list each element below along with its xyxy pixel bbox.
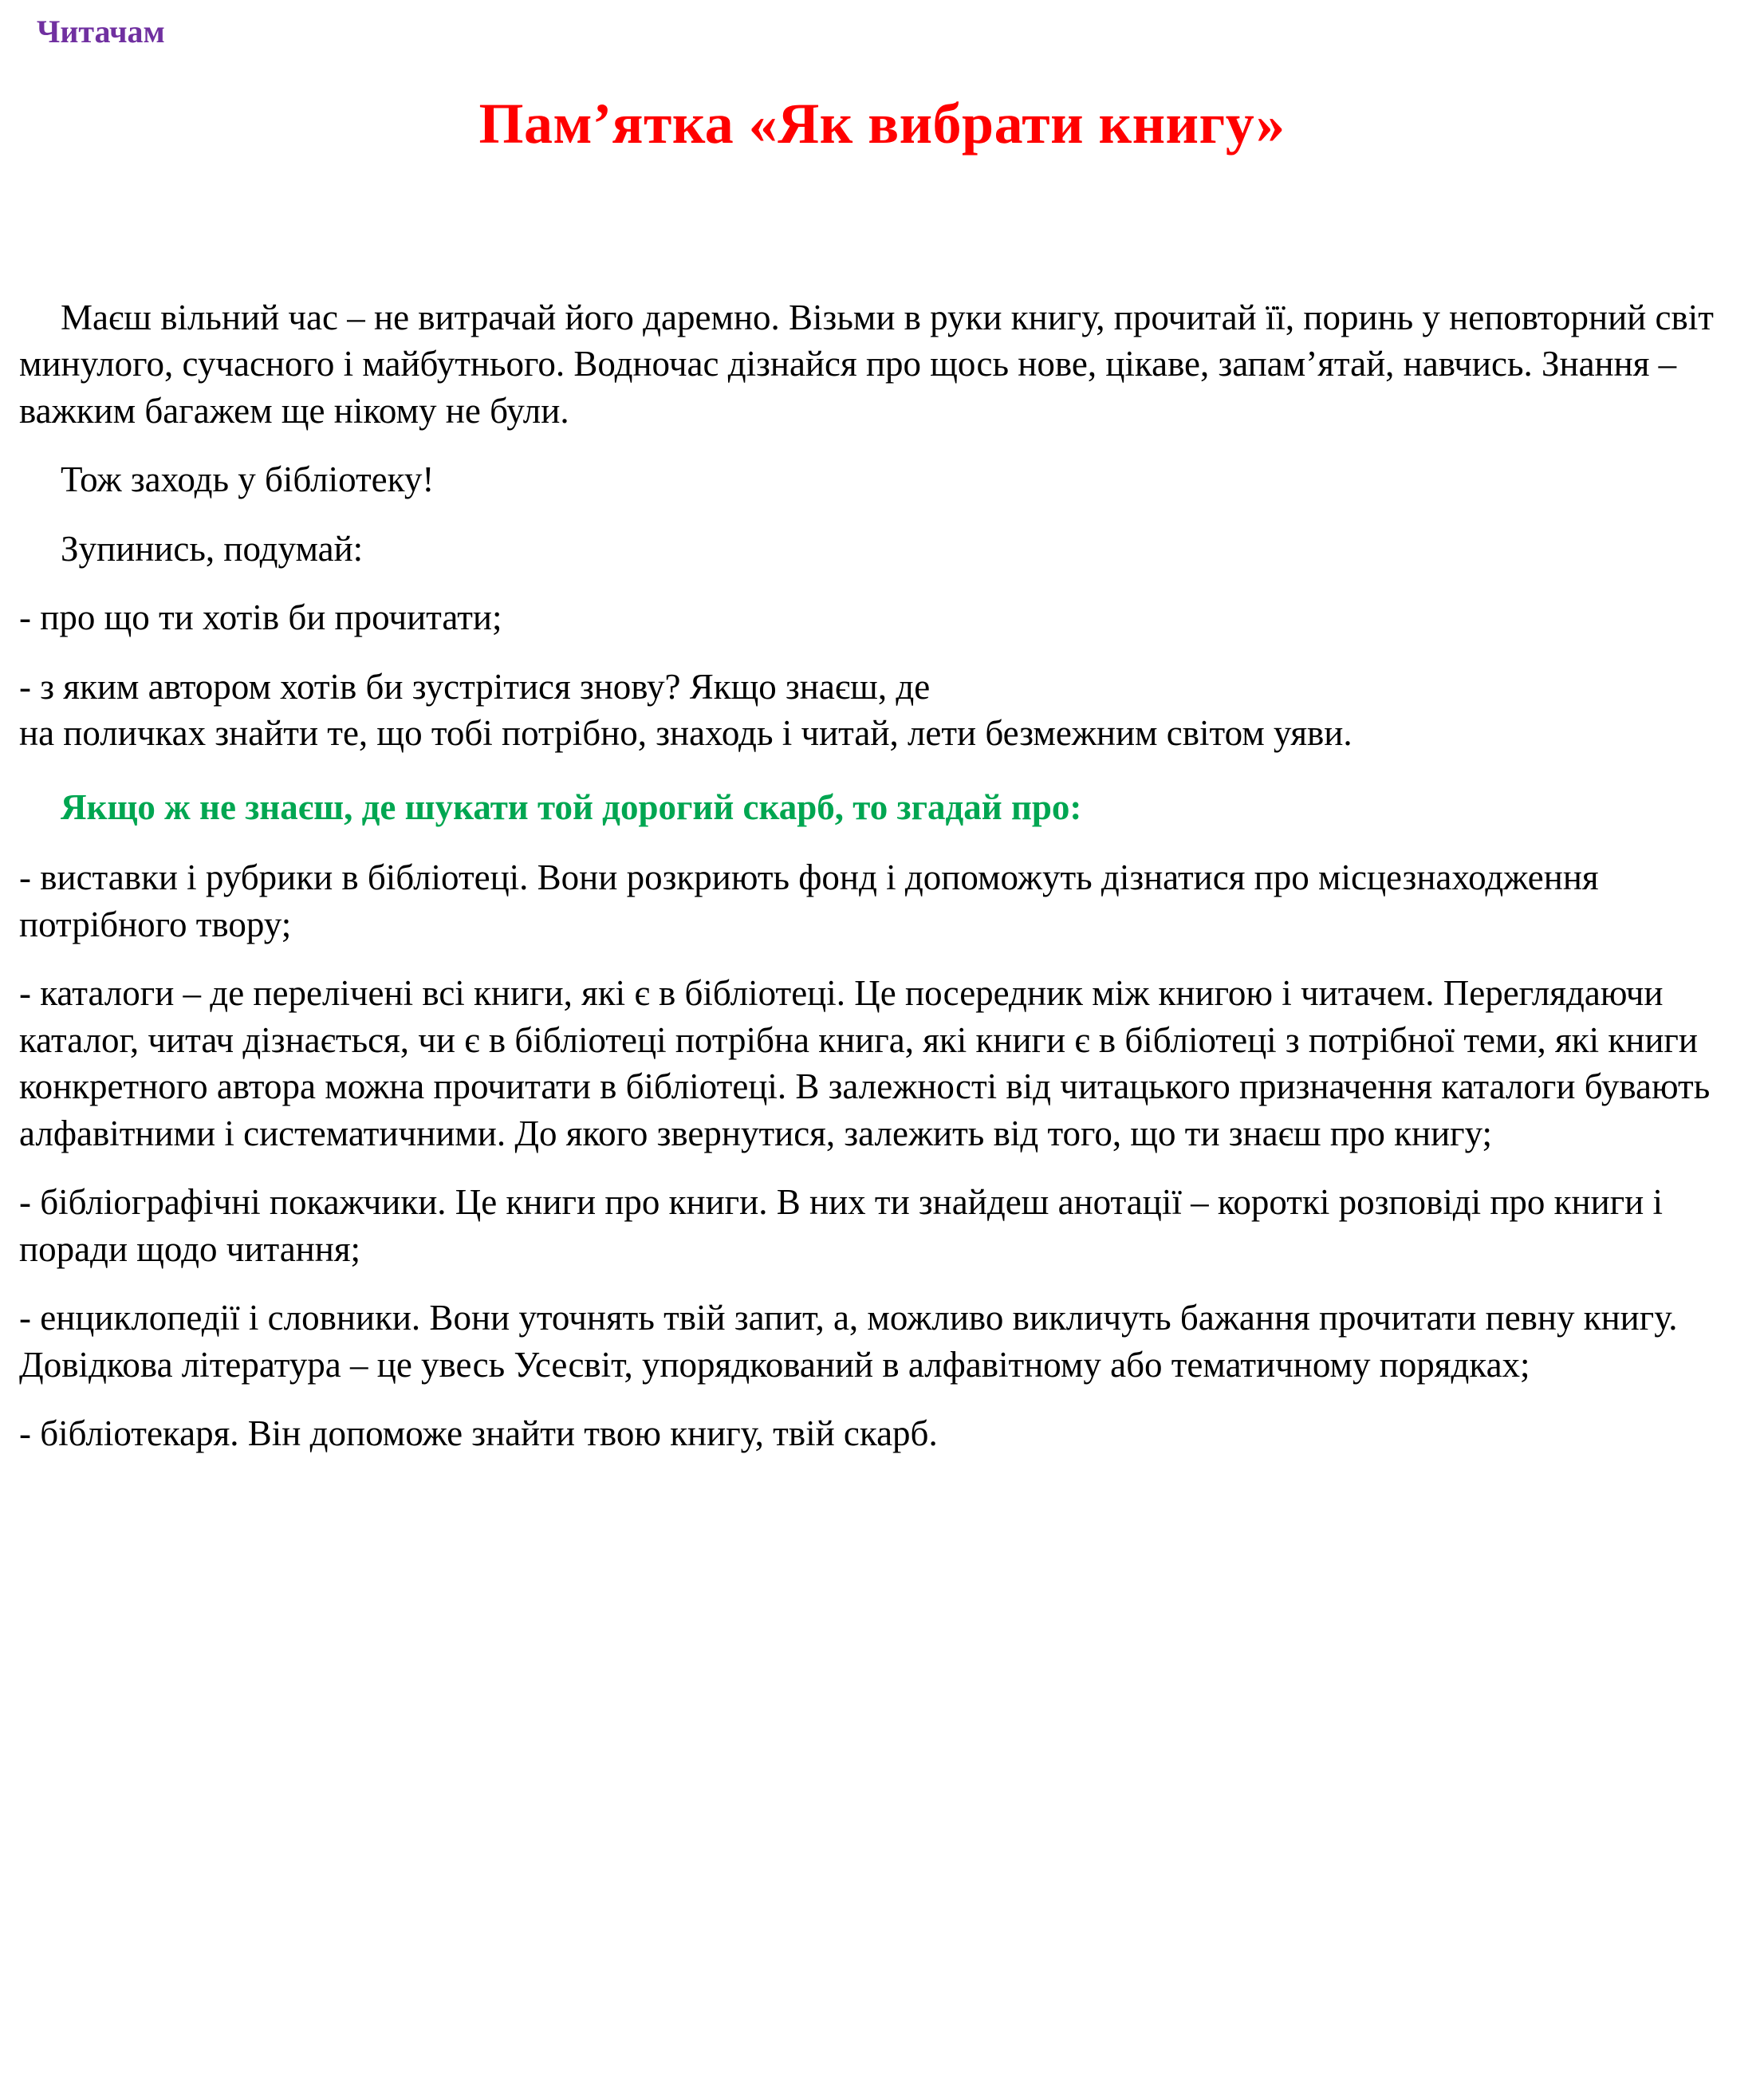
bullet-what-to-read: - про що ти хотів би прочитати; <box>19 597 502 638</box>
document-body <box>19 294 1745 1457</box>
bullet-author-line-2: на поличках знайти те, що тобі потрібно, знаходь і читай, лети безмежним світом уяви. <box>19 713 1353 754</box>
highlight-callout: Якщо ж не знаєш, де шукати той дорогий скарб, то згадай про: <box>61 786 1082 827</box>
list-item-bibliographic-indexes: - бібліографічні покажчики. Це книги про книги. В них ти знайдеш анотації – короткі розповіді про книги і поради щодо читання; <box>19 1182 1663 1269</box>
paragraph-intro: Маєш вільний час – не витрачай його даремно. Візьми в руки книгу, прочитай її, поринь у неповторний світ минулого, сучасного і майбутнього. Водночас дізнайся про щось нове, цікаве, запам’ятай, навчись. Знання – важким багажем ще нікому не були. <box>19 297 1714 431</box>
paragraph-invite: Тож заходь у бібліотеку! <box>61 459 435 500</box>
list-item-librarian: - бібліотекаря. Він допоможе знайти твою книгу, твій скарб. <box>19 1413 938 1454</box>
section-kicker: Читачам <box>37 14 165 49</box>
list-item-exhibitions: - виставки і рубрики в бібліотеці. Вони розкриють фонд і допоможуть дізнатися про місцезнаходження потрібного твору; <box>19 857 1599 944</box>
list-item-catalogs: - каталоги – де перелічені всі книги, які є в бібліотеці. Це посередник між книгою і читачем. Переглядаючи каталог, читач дізнається, чи є в бібліотеці потрібна книга, які книги є в бібліотеці з потрібної теми, які книги конкретного автора можна прочитати в бібліотеці. В залежності від читацького призначення каталоги бувають алфавітними і систематичними. До якого звернутися, залежить від того, що ти знаєш про книгу; <box>19 973 1711 1153</box>
list-item-encyclopedias: - енциклопедії і словники. Вони уточнять твій запит, а, можливо викличуть бажання прочитати певну книгу. Довідкова література – це увесь Усесвіт, упорядкований в алфавітному або тематичному порядках; <box>19 1298 1678 1385</box>
paragraph-stop-and-think: Зупинись, подумай: <box>61 528 364 569</box>
bullet-author-line-1: - з яким автором хотів би зустрітися знову? Якщо знаєш, де <box>19 666 931 707</box>
page-title: Пам’ятка «Як вибрати книгу» <box>478 92 1286 156</box>
